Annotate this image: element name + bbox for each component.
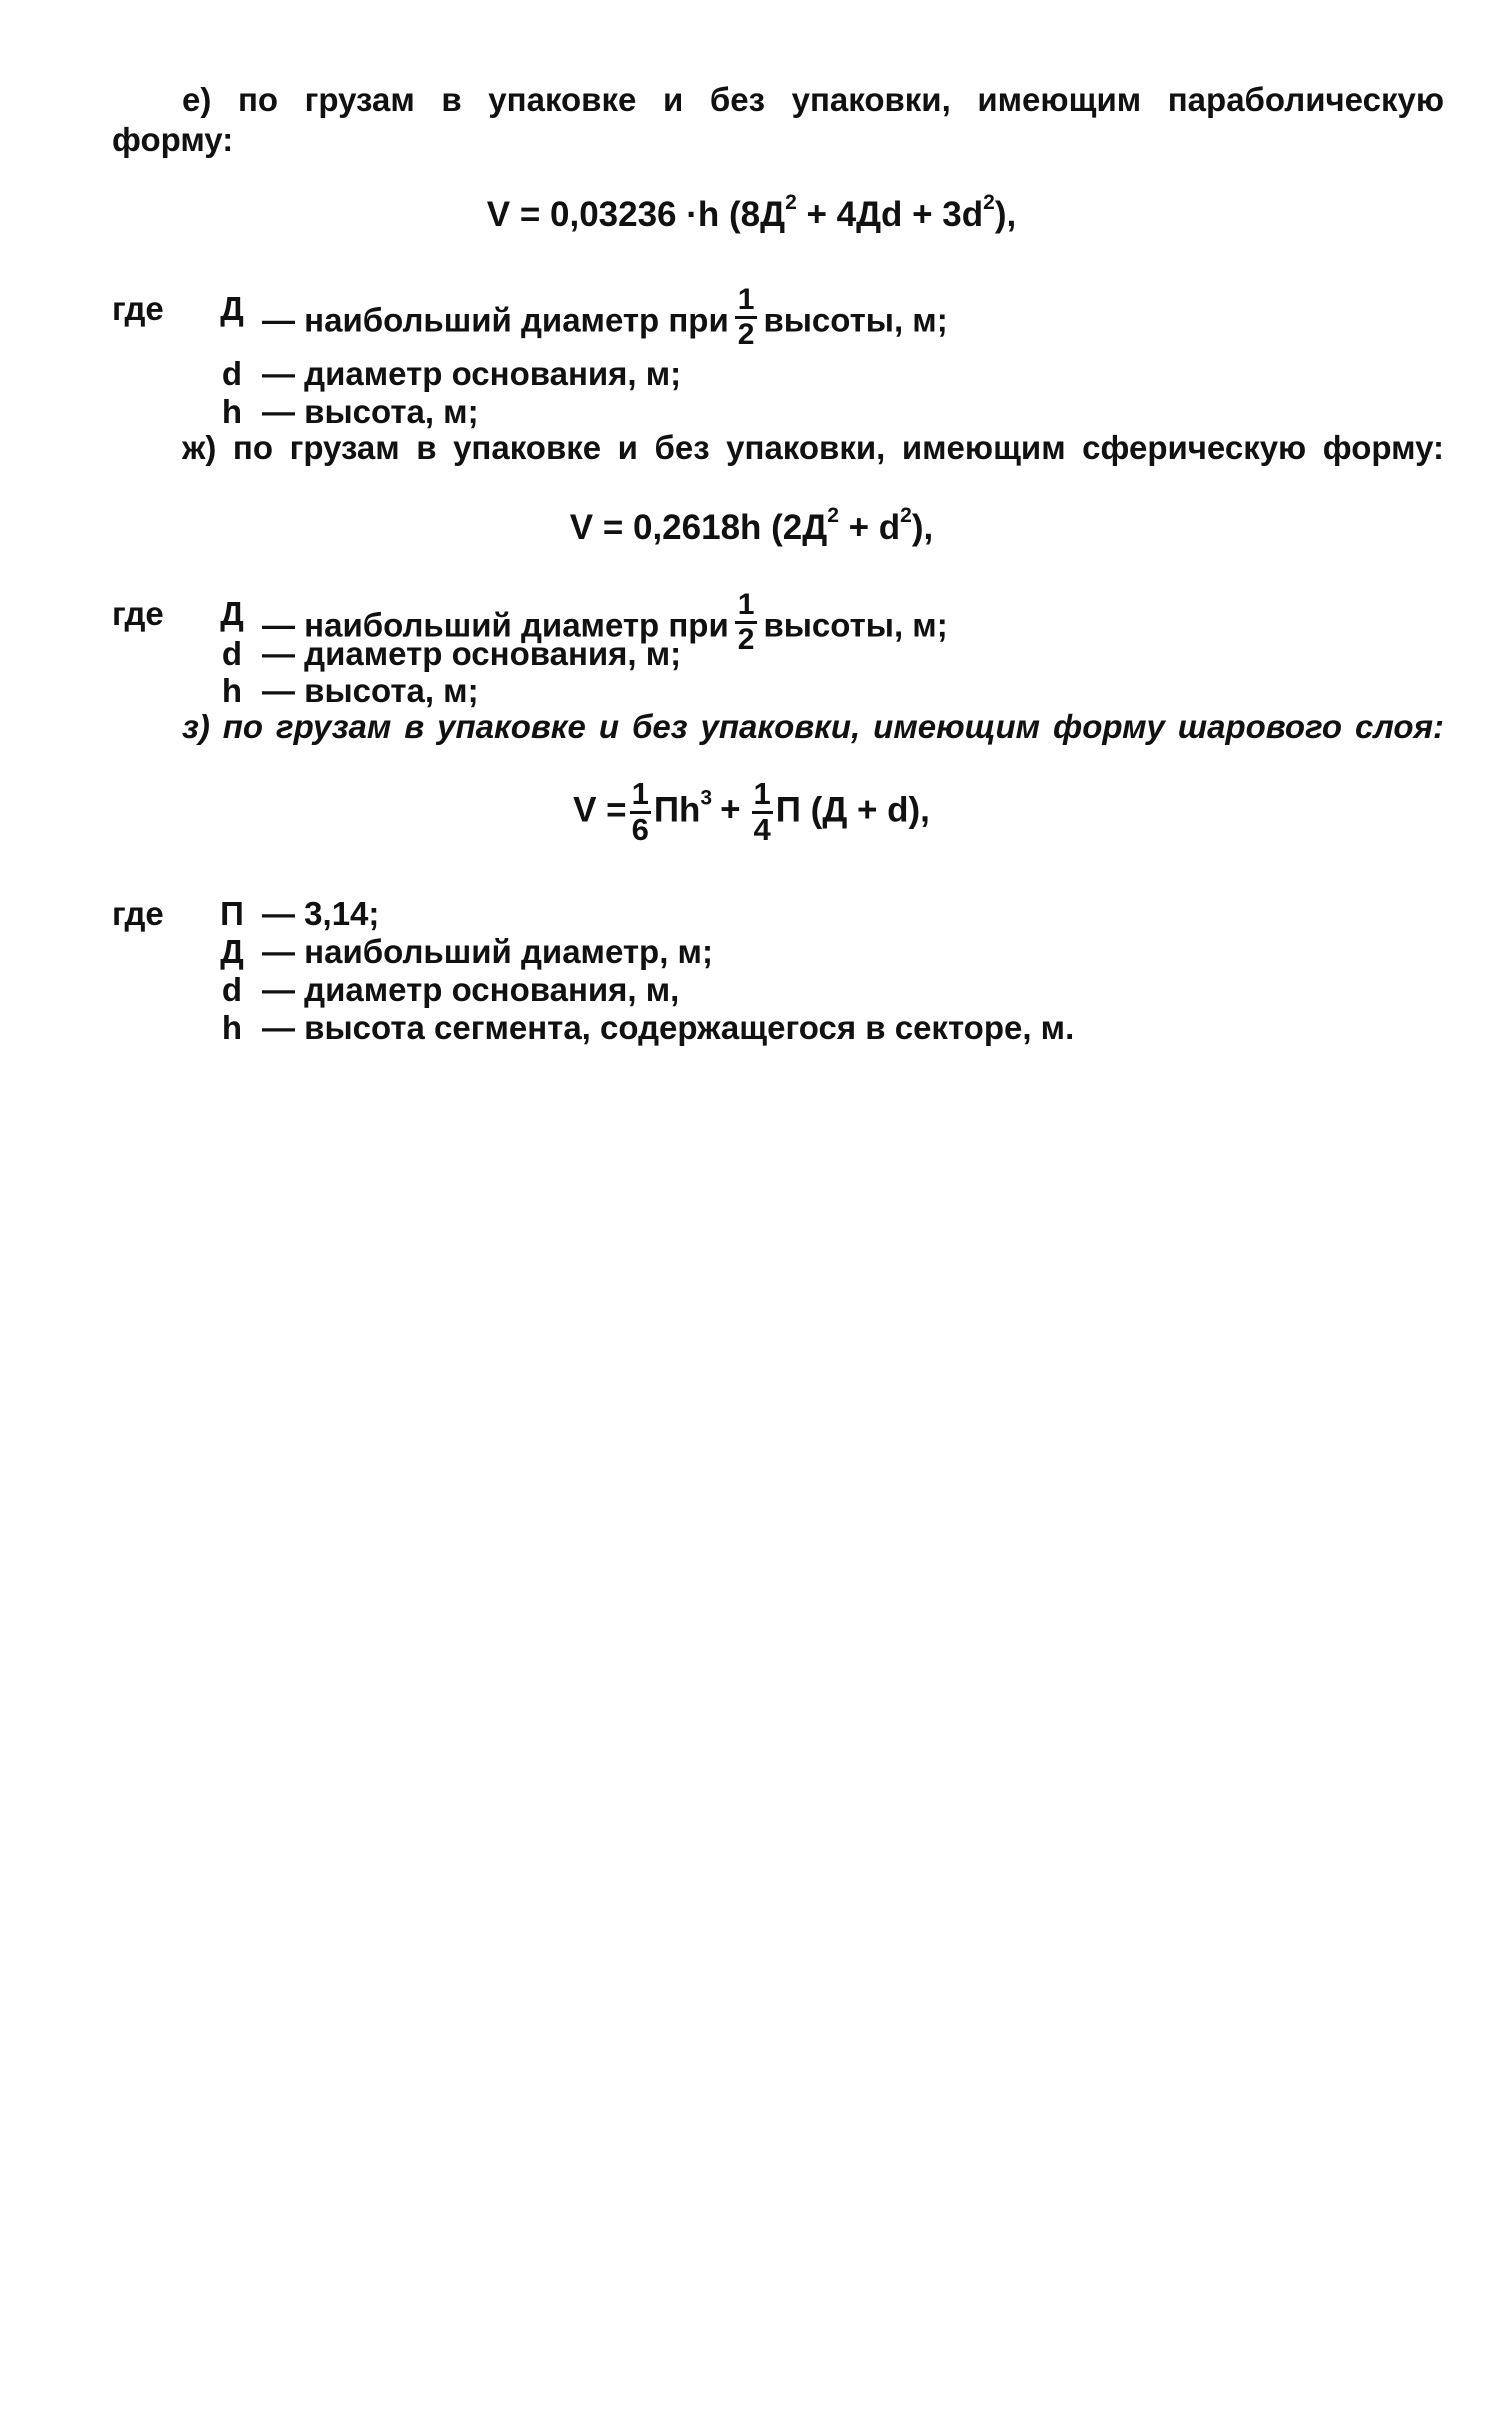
section-e-line2: форму: (112, 120, 234, 158)
def-text-after: высоты, м; (763, 606, 948, 644)
section-zh-line1: ж) по грузам в упаковке и без упаковки, имеющим сферическую форму: (182, 429, 1444, 466)
fraction-den: 6 (631, 811, 649, 847)
section-z-line1: з) по грузам в упаковке и без упаковки, имеющим форму шарового слоя: (182, 708, 1444, 745)
formula-zh-exp1: 2 (827, 504, 839, 528)
def-text: — высота, м; (262, 672, 479, 709)
formula-z-plus: + (720, 790, 741, 830)
fraction-num: 1 (737, 283, 755, 316)
fraction-den: 2 (735, 316, 758, 351)
section-e-line1: е) по грузам в упаковке и без упаковки, имеющим параболическую (182, 81, 1444, 118)
formula-z-exp: 3 (700, 786, 713, 810)
fraction-half (735, 284, 758, 350)
definition-row (112, 933, 1412, 973)
fraction-num: 1 (737, 588, 755, 621)
def-symbol: d (221, 635, 243, 672)
formula-spherical-layer (0, 778, 1503, 846)
fraction-sixth (630, 778, 651, 846)
definition-row (112, 393, 1412, 433)
formula-e-exp2: 2 (983, 191, 995, 215)
def-text: — наибольший диаметр, м; (262, 933, 713, 970)
definition-row (112, 971, 1412, 1011)
definition-row (112, 283, 1412, 351)
formula-e-mid: + 4Дd + 3d (796, 195, 984, 234)
formula-spherical (0, 504, 1503, 548)
formula-parabolic (0, 191, 1503, 235)
def-text: — высота, м; (262, 393, 479, 430)
def-symbol: h (221, 672, 243, 709)
def-symbol: h (221, 1009, 243, 1046)
def-text: — высота сегмента, содержащегося в секторе, м. (262, 1009, 1075, 1046)
fraction-den: 4 (753, 811, 771, 847)
section-z-intro (112, 707, 1444, 747)
def-symbol: Д (220, 290, 244, 327)
def-symbol: d (221, 971, 243, 1008)
def-symbol: h (221, 393, 243, 430)
fraction-den: 2 (735, 621, 758, 656)
definition-row (112, 1009, 1412, 1049)
def-symbol: d (221, 355, 243, 392)
definition-row (112, 635, 1412, 675)
where-label: где (112, 290, 164, 327)
def-text: — диаметр основания, м; (262, 635, 682, 672)
formula-zh-exp2: 2 (900, 504, 912, 528)
formula-z-end: П (Д + d), (775, 790, 930, 830)
def-text: — диаметр основания, м, (262, 971, 680, 1008)
where-label: где (112, 895, 164, 932)
fraction-quarter (752, 778, 773, 846)
def-text: — диаметр основания, м; (262, 355, 682, 392)
formula-zh-lhs: V = 0,2618h (2Д (569, 508, 828, 547)
definition-row (112, 355, 1412, 395)
definition-row (112, 672, 1412, 712)
definition-row (112, 895, 1412, 935)
def-text: — 3,14; (262, 895, 380, 932)
formula-e-exp1: 2 (785, 191, 797, 215)
def-symbol: Д (220, 933, 244, 970)
def-text-after: высоты, м; (763, 301, 948, 339)
def-text (262, 283, 948, 356)
where-label: где (112, 595, 164, 632)
fraction-num: 1 (753, 776, 771, 811)
section-zh-intro (112, 428, 1444, 468)
formula-z-v: V = (573, 790, 627, 830)
def-text-main: — наибольший диаметр при (262, 301, 729, 339)
formula-e-lhs: V = 0,03236 ·h (8Д (486, 195, 786, 234)
def-symbol: П (220, 895, 244, 932)
def-text-main: — наибольший диаметр при (262, 606, 729, 644)
formula-z-mid: Пh (653, 790, 701, 830)
formula-zh-mid: + d (838, 508, 901, 547)
section-e-intro (112, 80, 1444, 159)
def-symbol: Д (220, 595, 244, 632)
formula-e-end: ), (994, 195, 1017, 234)
fraction-num: 1 (631, 776, 649, 811)
formula-zh-end: ), (911, 508, 934, 547)
